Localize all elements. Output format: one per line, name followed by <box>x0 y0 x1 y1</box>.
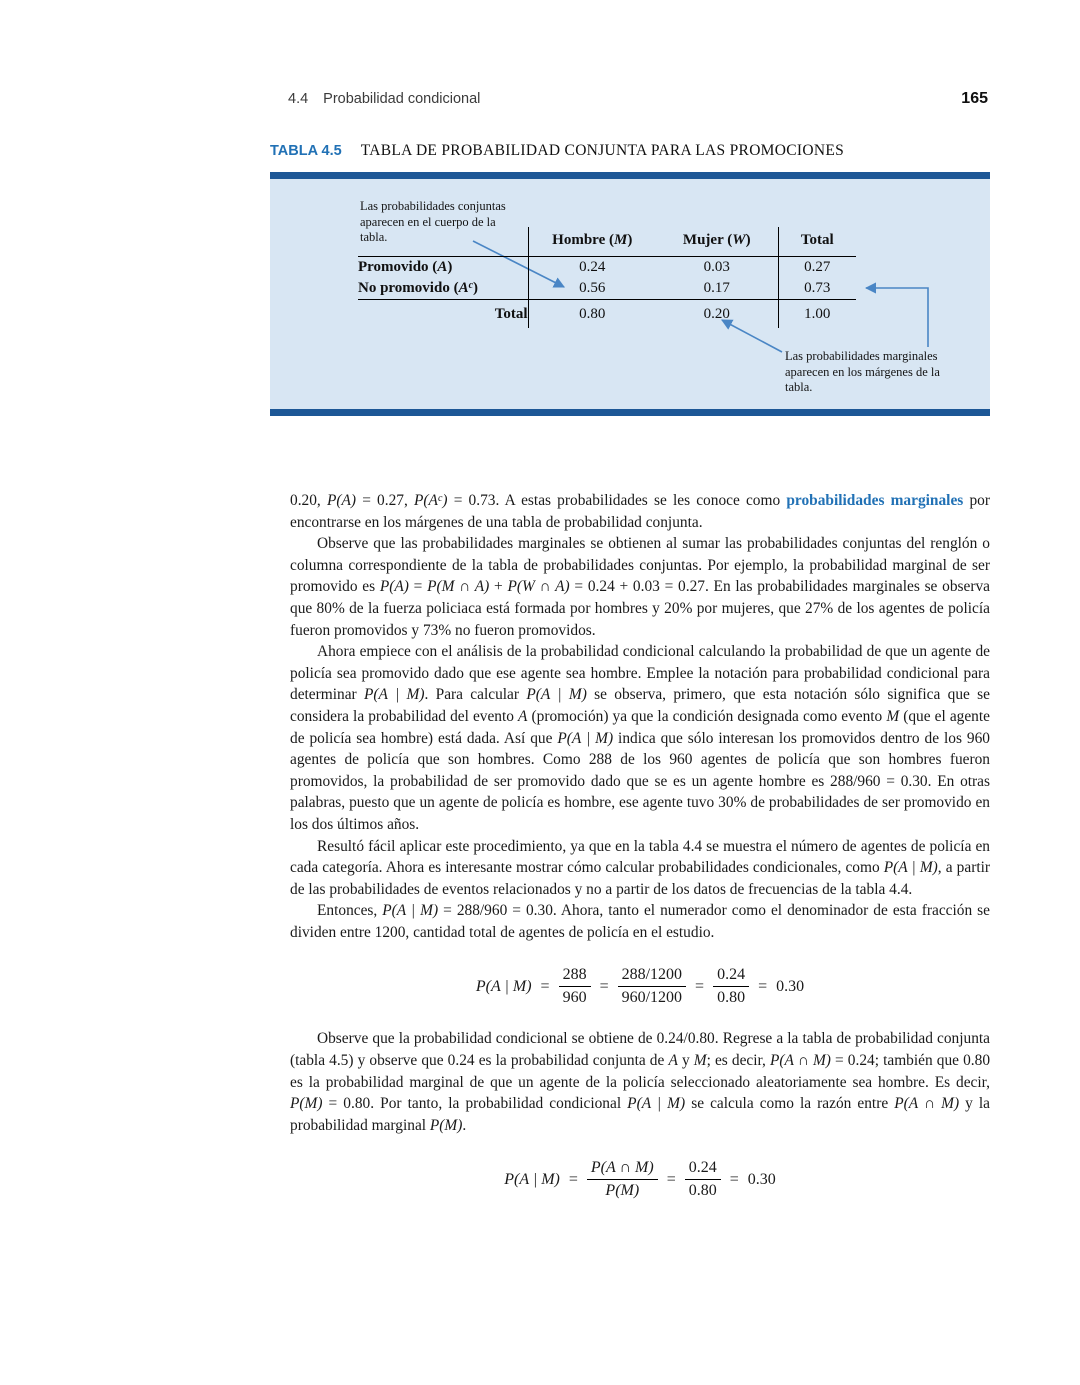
cell-value: 0.73 <box>778 278 856 300</box>
cell-value: 0.17 <box>656 278 778 300</box>
fraction-denominator: 0.80 <box>717 989 746 1007</box>
fraction-denominator: 960 <box>562 989 587 1007</box>
formula-lhs: P(A | M) <box>504 1171 560 1189</box>
table-label: TABLA 4.5 <box>270 143 342 159</box>
fraction-numerator: 0.24 <box>685 1158 721 1180</box>
paragraph-observe-ratio: Observe que la probabilidad condicional se obtiene de 0.24/0.80. Regrese a la tabla de probabilidad conjunta (tabla 4.5) y observe que 0.24 es la probabilidad conjunta de A y M; es decir, P(A ∩ M) = 0.24; también que 0.80 es la probabilidad marginal de que un agente de la policía seleccionado aleatoriamente sea hombre. Es decir, P(M) = 0.80. Por tanto, la probabilidad condicional P(A | M) se calcula como la razón entre P(A ∩ M) y la probabilidad marginal P(M). <box>290 1030 991 1134</box>
cell-value: 0.24 <box>579 259 606 275</box>
paragraph-marginal-explanation: Observe que las probabilidades marginales se obtienen al sumar las probabilidades conjuntas del renglón o columna correspondiente de la tabla de probabilidades conjuntas. Por ejemplo, la probabilidad marginal de ser promovido es P(A) = P(M ∩ A) + P(W ∩ A) = 0.24 + 0.03 = 0.27. En las probabilidades marginales se observa que 80% de la fuerza policiaca está formada por hombres y 20% por mujeres, que 27% de los agentes de policía fueron promovidos y 73% no fueron promovidos. <box>290 535 990 639</box>
fraction <box>587 1158 658 1201</box>
row-label-promovido: Promovido (A) <box>358 257 528 279</box>
column-header-hombre: Hombre (M) <box>528 227 656 257</box>
formula-conditional-probability <box>290 1158 990 1201</box>
running-head <box>288 90 988 108</box>
table-header-row <box>358 227 856 257</box>
cell-value: 0.56 <box>528 278 656 300</box>
formula-frequency-ratio <box>290 965 990 1008</box>
fraction-numerator: P(A ∩ M) <box>587 1158 658 1180</box>
section-heading <box>288 91 480 107</box>
equals-sign: = <box>729 1171 739 1189</box>
fraction <box>618 965 686 1008</box>
table-caption <box>270 142 844 160</box>
fraction-denominator: 0.80 <box>688 1182 717 1200</box>
formula-lhs: P(A | M) <box>475 978 532 996</box>
row-label-no-promovido: No promovido $(A^c)$ <box>358 278 528 300</box>
body-text <box>290 488 990 1221</box>
fraction-denominator: 960/1200 <box>621 989 683 1007</box>
arrow-to-073 <box>866 288 928 347</box>
fraction-numerator: 288 <box>559 965 591 987</box>
table-title: TABLA DE PROBABILIDAD CONJUNTA PARA LAS PROMOCIONES <box>360 142 845 159</box>
fraction <box>713 965 749 1008</box>
fraction-denominator: P(M) <box>605 1182 640 1200</box>
panel-body <box>270 179 990 409</box>
fraction-numerator: 288/1200 <box>618 965 686 987</box>
paragraph-marginal-intro: 0.20, P(A) = 0.27, $P(A^c) = 0.73$. A estas probabilidades se les conoce como probabilidades marginales por encontrarse en los márgenes de una tabla de probabilidad conjunta. <box>290 492 990 531</box>
fraction-numerator: 0.24 <box>713 965 749 987</box>
equals-sign: = <box>695 978 705 996</box>
equals-sign: = <box>758 978 768 996</box>
paragraph-conditional-analysis: Ahora empiece con el análisis de la probabilidad condicional calculando la probabilidad de que un agente de policía sea promovido dado que ese agente sea hombre. Emplee la notación para probabilidad condicional para determinar P(A | M). Para calcular P(A | M) se observa, primero, que esta notación sólo significa que se considera la probabilidad del evento A (promoción) ya que la condición designada como evento M (que el agente de policía sea hombre) está dada. Así que P(A | M) indica que sólo interesan los promovidos dentro de los 960 agentes de policía que son hombres. Como 288 de los 960 agentes de policía que son hombres fueron promovidos, la probabilidad de ser promovido dado que se es un agente hombre es 288/960 = 0.30. En otras palabras, puesto que un agente de policía es hombre, ese agente tuvo 30% de probabilidades de ser promovido en los dos últimos años. <box>290 643 990 833</box>
cell-value: 1.00 <box>778 300 856 329</box>
fraction <box>685 1158 721 1201</box>
section-title: Probabilidad condicional <box>323 91 481 107</box>
table-row-total <box>358 300 856 329</box>
equals-sign: = <box>568 1171 578 1189</box>
formula-result: 0.30 <box>776 978 805 996</box>
fraction <box>559 965 591 1008</box>
panel-bottom-rule <box>270 409 990 416</box>
paragraph-entonces: Entonces, P(A | M) = 288/960 = 0.30. Ahora, tanto el numerador como el denominador de esta fracción se dividen entre 1200, cantidad total de agentes de policía en el estudio. <box>290 902 990 941</box>
cell-value: 0.03 <box>703 259 730 275</box>
column-header-total: Total <box>778 227 856 257</box>
equals-sign: = <box>666 1171 676 1189</box>
column-header-mujer: Mujer (W) <box>656 227 778 257</box>
panel-top-rule <box>270 172 990 179</box>
table-row-no-promovido <box>358 278 856 300</box>
section-number: 4.4 <box>288 91 309 107</box>
cell-value: 0.80 <box>579 306 606 322</box>
equals-sign: = <box>540 978 550 996</box>
row-label-total: Total <box>358 300 528 329</box>
annotation-marginal-probabilities: Las probabilidades marginales aparecen en los márgenes de la tabla. <box>785 349 940 394</box>
formula-result: 0.30 <box>747 1171 776 1189</box>
cell-value: 0.27 <box>778 257 856 279</box>
equals-sign: = <box>599 978 609 996</box>
table-row-promovido <box>358 257 856 279</box>
table-panel <box>270 172 990 416</box>
corner-cell <box>358 227 528 257</box>
paragraph-procedure: Resultó fácil aplicar este procedimiento, ya que en la tabla 4.4 se muestra el número de agentes de policía en cada categoría. Ahora es interesante mostrar cómo calcular probabilidades condicionales, como P(A | M), a partir de las probabilidades de eventos relacionados y no a partir de los datos de frecuencias de la tabla 4.4. <box>290 837 990 898</box>
annotation-joint-probabilities: Las probabilidades conjuntas aparecen en el cuerpo de la tabla. <box>360 199 506 244</box>
cell-value: 0.20 <box>703 306 730 322</box>
page-number: 165 <box>961 90 988 107</box>
joint-probability-table <box>358 227 856 328</box>
